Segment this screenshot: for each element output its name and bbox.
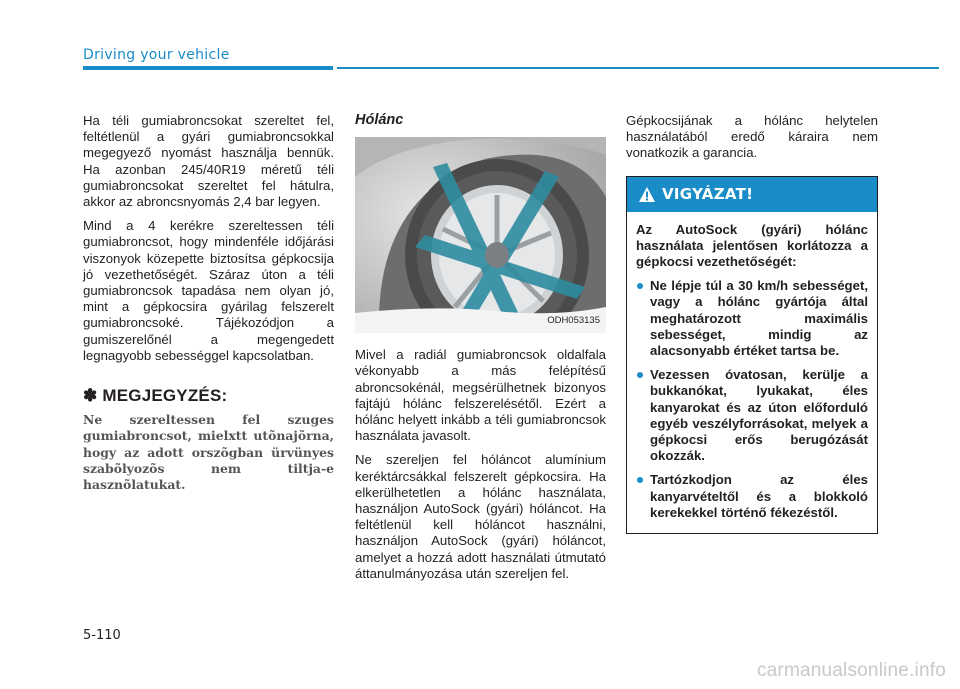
warning-bullet-speed [636, 278, 868, 359]
column-middle [355, 112, 606, 590]
warning-triangle-icon [639, 187, 655, 202]
warning-intro: Az AutoSock (gyári) hólánc használata jelentősen korlátozza a gépkocsi vezethetőségét: [636, 221, 868, 270]
bullet-icon [637, 477, 643, 483]
figure-code: ODH053135 [547, 315, 600, 326]
header-rule-thick [83, 66, 333, 70]
warning-body [627, 212, 877, 521]
warning-box [626, 176, 878, 534]
section-title: Driving your vehicle [83, 47, 230, 63]
paragraph-autosock: Ne szereljen fel hóláncot alumínium keréktárcsákkal felszerelt gépkocsira. Ha elkerülhetetlen a hólánc használata, használjon AutoSock (gyári) hóláncot. Ha feltétlenül kell hóláncot használni, használjon AutoSock (gyári) hóláncot, amelyet a hozzá adott használati útmutató áttanulmányozása után szereljen fel. [355, 452, 606, 581]
warning-bullet-cornering [636, 472, 868, 521]
snow-sock-figure [355, 137, 606, 333]
snow-sock-wheel-illustration [355, 137, 606, 333]
warning-title: VIGYÁZAT! [662, 185, 754, 203]
warning-bullet-text: Vezessen óvatosan, kerülje a bukkanókat, lyukakat, éles kanyarokat és az úton előforduló egyéb veszélyforrásokat, melyek a gépkocsi erős berugózását okozzák. [650, 367, 868, 464]
paragraph-winter-tire-all-wheels: Mind a 4 kerékre szereltessen téli gumiabroncsot, hogy mindenféle időjárási viszonyok közepette biztosítsa gépkocsija jó vezethetőségét. Száraz úton a téli gumiabroncsok tapadása nem olyan jó, mint a gépkocsira gyárilag felszerelt gumiabroncsoké. Tájékozódjon a gumiszerelőnél a megengedett legnagyobb sebességgel kapcsolatban. [83, 218, 334, 363]
column-left [83, 113, 334, 501]
note-text: Ne szereltessen fel szuges gumiabroncsot, mielxtt utõnajõrna, hogy az adott orszõgban ürvünyes szabõlyozõs nem tiltja-e hasznõlatukat. [83, 412, 334, 493]
paragraph-warranty: Gépkocsijának a hólánc helytelen használatából eredő káraira nem vonatkozik a garancia. [626, 113, 878, 161]
warning-list [636, 278, 868, 521]
warning-bullet-text: Tartózkodjon az éles kanyarvételtől és a blokkoló kerekekkel történő fékezéstől. [650, 472, 868, 520]
watermark: carmanualsonline.info [756, 660, 946, 681]
note-heading: ✽ MEGJEGYZÉS: [83, 386, 228, 406]
bullet-icon [637, 283, 643, 289]
warning-header [627, 177, 877, 212]
warning-bullet-drive-carefully [636, 367, 868, 464]
column-right [626, 113, 878, 534]
warning-bullet-text: Ne lépje túl a 30 km/h sebességet, vagy a hólánc gyártója által meghatározott maximális sebességet, mindig az alacsonyabb értéket tartsa be. [650, 278, 868, 359]
page-number: 5-110 [83, 628, 121, 643]
paragraph-winter-tire-pressure: Ha téli gumiabroncsokat szereltet fel, feltétlenül a gyári gumiabroncsokkal megegyező nyomást használja bennük. Ha azonban 245/40R19 méretű téli gumiabroncsokat szereltet fel hátulra, akkor az abroncsnyomás 2,4 bar legyen. [83, 113, 334, 210]
snow-chain-heading: Hólánc [355, 112, 404, 128]
header-rule-thin [337, 67, 939, 69]
bullet-icon [637, 372, 643, 378]
paragraph-radial-tire-chains: Mivel a radiál gumiabroncsok oldalfala vékonyabb a más felépítésű abroncsokénál, megsérülhetnek bizonyos fajtájú hólánc felszerelésétől. Ezért a hólánc helyett inkább a téli gumiabroncsok használata javasolt. [355, 347, 606, 444]
